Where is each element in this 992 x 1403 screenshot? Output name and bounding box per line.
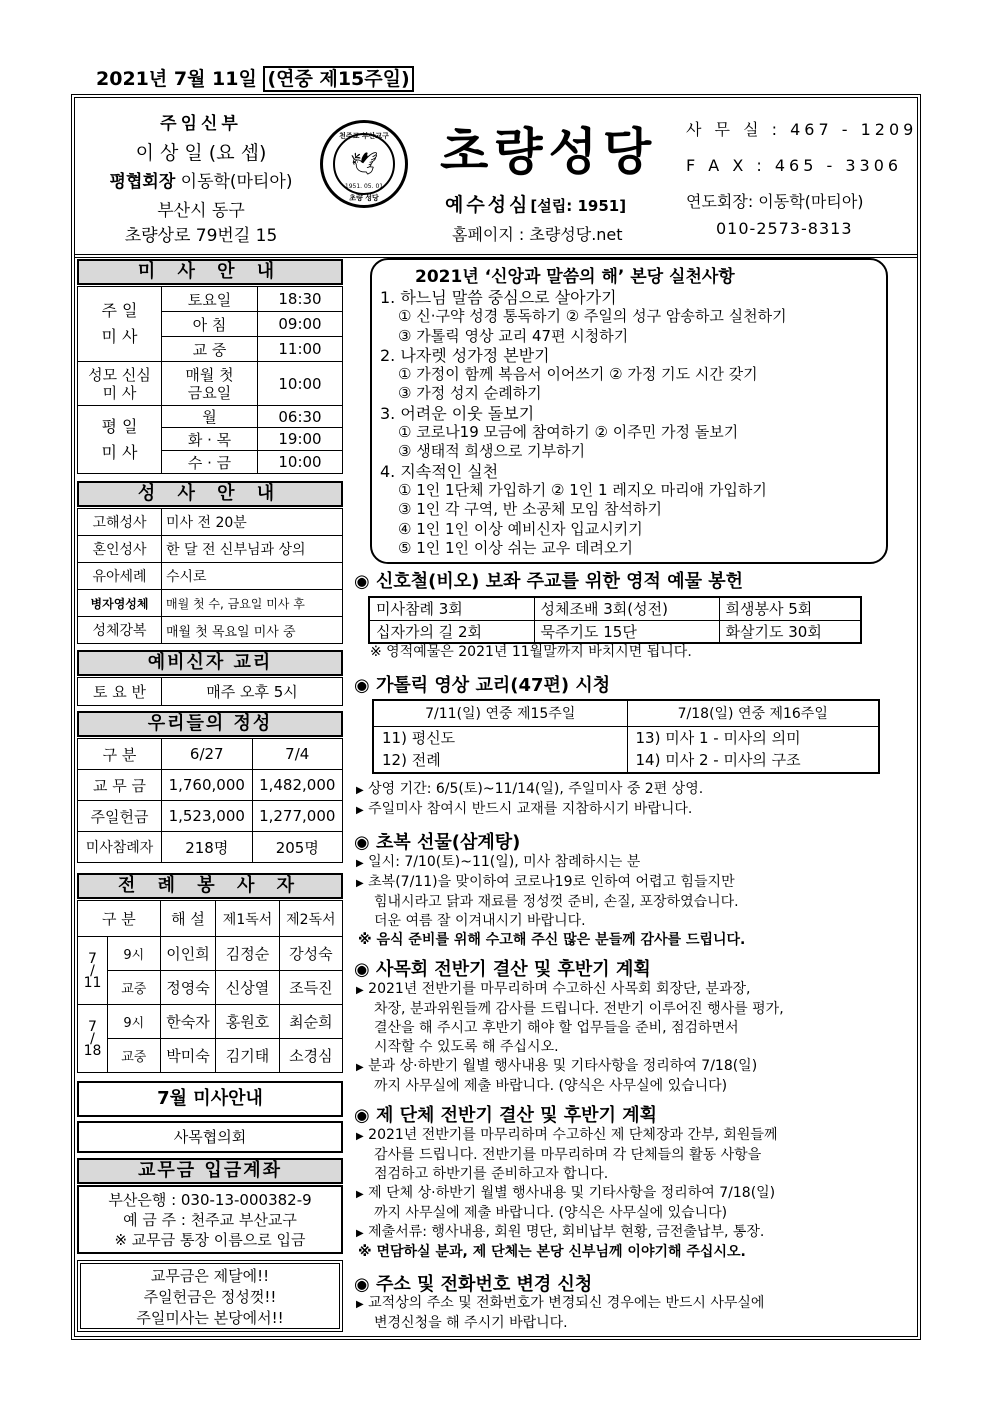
bishop-note: ※ 영적예물은 2021년 11월말까지 바치시면 됩니다. (370, 644, 692, 660)
goal-sub: ① 1인 1단체 가입하기 ② 1인 1 레지오 마리애 가입하기 (398, 480, 767, 499)
video-table (372, 699, 880, 774)
server-name: 김정순 (216, 937, 279, 971)
server-slot: 9시 (108, 1005, 161, 1039)
address-change-bullet-cont: 변경신청을 해 주시기 바랍니다. (374, 1315, 568, 1331)
issue-week: (연중 제15주일) (263, 66, 413, 92)
server-name: 신상열 (216, 971, 279, 1005)
offering-item: 미사참례 3회 (369, 597, 534, 620)
offering-value: 1,277,000 (252, 801, 343, 832)
video-week-1 (373, 726, 627, 773)
district-phone: 010-2573-8313 (716, 219, 853, 238)
pastor-name: 이 상 일 (요 셉) (135, 142, 267, 164)
mass-title: 미 사 안 내 (77, 259, 343, 285)
server-name: 홍원호 (216, 1005, 279, 1039)
july-mass-value: 사목협의회 (77, 1121, 343, 1153)
server-header: 구 분 (78, 901, 161, 937)
bishop-title: ◉ 신호철(비오) 보좌 주교를 위한 영적 예물 봉헌 (354, 571, 744, 592)
offering-value: 1,482,000 (252, 770, 343, 801)
pastoral-body: ▶ 2021년 전반기를 마무리하며 수고하신 사목회 회장단, 분과장, 차장, 분과위원들께 감사를 드립니다. 전반기 이루어진 행사를 평가, 결산을 해 주시고 후반기 해야 할 업무들을 준비, 점검하면서 시작할 수 있도록 해 주십시오. ▶ 분과 상·하반기 월별 행사내용 및 기타사항을 정리하여 7/18(일) 까지 사무실에 제출 바랍니다. (양식은 사무실에 있습니다) (356, 980, 901, 1096)
sacraments-title: 성 사 안 내 (77, 481, 343, 507)
goal-sub: ① 코로나19 모금에 참여하기 ② 이주민 가정 돌보기 (398, 423, 739, 442)
goal-sub: ③ 가정 성지 순례하기 (398, 384, 542, 403)
server-header: 제2독서 (279, 901, 342, 937)
church-name: 초량성당 (440, 122, 658, 181)
seal-bottom-text: 초량 성당 (349, 194, 379, 202)
server-header: 해 설 (160, 901, 216, 937)
catechumen-title: 예비신자 교리 (77, 650, 343, 676)
offering-item: 희생봉사 5회 (719, 597, 861, 620)
council-label: 평협회장 (109, 172, 176, 192)
bishop-offering-grid (368, 596, 862, 644)
offering-header: 구 분 (78, 739, 162, 770)
gift-bullet: 초복(7/11)을 맞이하여 코로나19로 인하여 어렵고 힘들지만 (368, 874, 735, 890)
catechumen-label: 토 요 반 (78, 678, 162, 706)
groups-bullet: 2021년 전반기를 마무리하며 수고하신 제 단체장과 간부, 회원들께 (368, 1127, 778, 1143)
slogan-line: 주일미사는 본당에서!! (136, 1309, 284, 1327)
pastoral-bullet-cont: 결산을 해 주시고 후반기 해야 할 업무들을 준비, 점검하면서 (374, 1020, 739, 1036)
pastoral-bullet-cont: 차장, 분과위원들께 감사를 드립니다. 전반기 이루어진 행사를 평가, (374, 1001, 784, 1017)
sacrament-name: 유아세례 (78, 563, 162, 590)
goal-sub: ③ 1인 각 구역, 반 소공체 모임 참석하기 (398, 500, 662, 519)
pastoral-title: ◉ 사목회 전반기 결산 및 후반기 계획 (354, 959, 651, 980)
dove-icon: 🕊 (333, 133, 395, 195)
video-item: 13) 미사 1 - 미사의 의미 (635, 729, 801, 748)
offerings-table (77, 738, 343, 863)
address-change-body: ▶ 교적상의 주소 및 전화번호가 변경되신 경우에는 반드시 사무실에 변경신청을 해 주시기 바랍니다. (356, 1294, 901, 1333)
server-name: 정영숙 (160, 971, 216, 1005)
servers-table (77, 900, 343, 1073)
gift-body: ▶ 일시: 7/10(토)~11(일), 미사 참례하시는 분 ▶ 초복(7/11)을 맞이하여 코로나19로 인하여 어렵고 힘들지만 힘내시라고 닭과 재료를 정성껏 준비, 손질, 포장하였습니다. 더운 여름 잘 이겨내시기 바랍니다. ※ 음식 준비를 위해 수고해 주신 많은 분들께 감사를 드립니다. (356, 853, 896, 950)
homepage-link[interactable]: 홈페이지 : 초량성당.net (452, 225, 623, 244)
pastoral-bullet: 2021년 전반기를 마무리하며 수고하신 사목회 회장단, 분과장, (368, 981, 751, 997)
server-name: 이인희 (160, 937, 216, 971)
issue-date: 2021년 7월 11일 (연중 제15주일) (96, 64, 414, 91)
mass-day: 월 (162, 406, 258, 428)
mass-time: 10:00 (258, 451, 343, 474)
sacrament-info: 한 달 전 신부님과 상의 (162, 536, 343, 563)
church-subtitle: 예수성심[설립: 1951] (445, 194, 627, 216)
gift-title: ◉ 초복 선물(삼계탕) (354, 832, 521, 853)
video-item: 11) 평신도 (382, 729, 456, 748)
account-title: 교무금 입금계좌 (77, 1158, 343, 1184)
server-slot: 교중 (108, 1039, 161, 1073)
server-name: 강성숙 (279, 937, 342, 971)
slogan-line: 주일헌금은 정성껏!! (143, 1288, 277, 1306)
mass-time: 09:00 (258, 312, 343, 337)
mass-time: 06:30 (258, 406, 343, 428)
pastoral-bullet: 분과 상·하반기 월별 행사내용 및 기타사항을 정리하여 7/18(일) (368, 1058, 758, 1074)
address-2: 초량상로 79번길 15 (124, 226, 278, 246)
groups-body: ▶ 2021년 전반기를 마무리하며 수고하신 제 단체장과 간부, 회원들께 감사를 드립니다. 전반기를 마무리하며 각 단체들의 활동 사항을 점검하고 하반기를 준비하고자 합니다. ▶ 제 단체 상·하반기 월별 행사내용 및 기타사항을 정리하여 7/18(일) 까지 사무실에 제출 바랍니다. (양식은 사무실에 있습니다) ▶ 제출서류: 행사내용, 회원 명단, 회비납부 현황, 금전출납부, 통장. ※ 면담하실 분과, 제 단체는 본당 신부님께 이야기해 주십시오. (356, 1126, 901, 1262)
server-name: 최순희 (279, 1005, 342, 1039)
offering-value: 1,760,000 (162, 770, 253, 801)
header-right (686, 112, 917, 238)
goal-head: 3. 어려운 이웃 돌보기 (380, 403, 535, 423)
sacrament-info: 매월 첫 수, 금요일 미사 후 (162, 590, 343, 617)
video-bullet: 상영 기간: 6/5(토)~11/14(일), 주일미사 중 2편 상영. (368, 781, 704, 797)
goals-title: 2021년 ‘신앙과 말씀의 해’ 본당 실천사항 (415, 267, 735, 287)
goal-sub: ③ 생태적 희생으로 기부하기 (398, 442, 586, 461)
sacrament-info: 미사 전 20분 (162, 509, 343, 536)
server-slot: 9시 (108, 937, 161, 971)
council-row (86, 168, 316, 197)
account-info (77, 1185, 343, 1254)
mass-day: 매월 첫 금요일 (162, 362, 258, 406)
video-header: 7/11(일) 연중 제15주일 (373, 700, 627, 726)
office-phone: 사 무 실 : 467 - 1209 (686, 120, 918, 139)
offering-label: 주일헌금 (78, 801, 162, 832)
pastoral-bullet-cont: 까지 사무실에 제출 바랍니다. (양식은 사무실에 있습니다) (374, 1078, 728, 1094)
catechumen-table (77, 677, 343, 706)
groups-bullet-cont: 까지 사무실에 제출 바랍니다. (양식은 사무실에 있습니다) (374, 1205, 728, 1221)
pastor-title: 주임신부 (160, 114, 242, 134)
gift-bullet-cont: 더운 여름 잘 이겨내시기 바랍니다. (374, 913, 586, 929)
account-bank: 부산은행 : 030-13-000382-9 (108, 1191, 312, 1209)
mass-time: 18:30 (258, 287, 343, 312)
slogan-box (77, 1260, 343, 1332)
mass-time: 10:00 (258, 362, 343, 406)
video-bullet: 주일미사 참여시 반드시 교재를 지참하시기 바랍니다. (368, 801, 693, 817)
server-date: 7 / 18 (78, 1005, 108, 1073)
july-mass-title: 7월 미사안내 (77, 1081, 343, 1117)
groups-title: ◉ 제 단체 전반기 결산 및 후반기 계획 (354, 1105, 658, 1126)
goal-sub: ③ 가톨릭 영상 교리 47편 시청하기 (398, 326, 629, 345)
founded-year: [설립: 1951] (530, 197, 627, 215)
offering-value: 1,523,000 (162, 801, 253, 832)
header-left (86, 110, 316, 246)
sacraments-table (77, 508, 343, 644)
pastoral-bullet-cont: 시작할 수 있도록 해 주십시오. (374, 1039, 559, 1055)
sunday-mass-label: 주 일 미 사 (78, 287, 162, 362)
mass-day: 교 중 (162, 337, 258, 362)
offering-item: 묵주기도 15단 (534, 620, 719, 643)
mass-day: 토요일 (162, 287, 258, 312)
offering-item: 화살기도 30회 (719, 620, 861, 643)
fax-number: F A X : 465 - 3306 (686, 156, 903, 175)
server-name: 박미숙 (160, 1039, 216, 1073)
goal-sub: ⑤ 1인 1인 이상 쉬는 교우 데려오기 (398, 538, 634, 557)
offering-value: 205명 (252, 832, 343, 863)
servers-title: 전 례 봉 사 자 (77, 873, 343, 899)
gift-note: ※ 음식 준비를 위해 수고해 주신 많은 분들께 감사를 드립니다. (358, 932, 746, 948)
offering-header: 6/27 (162, 739, 253, 770)
district-head: 연도회장: 이동학(마티아) (686, 192, 864, 211)
account-note: ※ 교무금 통장 이름으로 입금 (114, 1231, 306, 1249)
gift-bullet-cont: 힘내시라고 닭과 재료를 정성껏 준비, 손질, 포장하였습니다. (374, 894, 739, 910)
offering-item: 십자가의 길 2회 (369, 620, 534, 643)
groups-bullet-cont: 점검하고 하반기를 준비하고자 합니다. (374, 1166, 609, 1182)
mass-day: 수 · 금 (162, 451, 258, 474)
server-slot: 교중 (108, 971, 161, 1005)
sacrament-name: 고해성사 (78, 509, 162, 536)
sacrament-info: 매월 첫 목요일 미사 중 (162, 617, 343, 644)
goal-sub: ① 신·구약 성경 통독하기 ② 주일의 성구 암송하고 실천하기 (398, 307, 787, 326)
groups-note: ※ 면담하실 분과, 제 단체는 본당 신부님께 이야기해 주십시오. (358, 1244, 746, 1260)
server-date: 7 / 11 (78, 937, 108, 1005)
groups-bullet-cont: 감사를 드립니다. 전반기를 마무리하며 각 단체들의 활동 사항을 (374, 1147, 762, 1163)
sacrament-info: 수시로 (162, 563, 343, 590)
sacrament-name: 성체강복 (78, 617, 162, 644)
offering-item: 성체조배 3회(성전) (534, 597, 719, 620)
offering-label: 교 무 금 (78, 770, 162, 801)
server-header: 제1독서 (216, 901, 279, 937)
video-item: 14) 미사 2 - 미사의 구조 (635, 751, 801, 770)
server-name: 조득진 (279, 971, 342, 1005)
goal-sub: ① 가정이 함께 복음서 이어쓰기 ② 가정 기도 시간 갖기 (398, 365, 758, 384)
video-week-2 (627, 726, 879, 773)
goals-list (380, 288, 885, 558)
catechumen-time: 매주 오후 5시 (162, 678, 343, 706)
parish-seal-logo (320, 120, 408, 208)
goal-sub: ④ 1인 1인 이상 예비신자 입교시키기 (398, 519, 643, 538)
goal-head: 1. 하느님 말씀 중심으로 살아가기 (380, 288, 617, 307)
offering-header: 7/4 (252, 739, 343, 770)
weekday-mass-label: 평 일 미 사 (78, 406, 162, 474)
server-name: 김기태 (216, 1039, 279, 1073)
sacrament-name: 혼인성사 (78, 536, 162, 563)
sacrament-name: 병자영성체 (78, 590, 162, 617)
mass-day: 화 · 목 (162, 428, 258, 451)
goal-head: 2. 나자렛 성가정 본받기 (380, 345, 550, 365)
offering-value: 218명 (162, 832, 253, 863)
sacred-heart-mass-label: 성모 신심 미 사 (78, 362, 162, 406)
seal-date: 1951. 05. 01 (344, 183, 384, 190)
groups-bullet: 제출서류: 행사내용, 회원 명단, 회비납부 현황, 금전출납부, 통장. (368, 1224, 765, 1240)
account-holder: 예 금 주 : 천주교 부산교구 (123, 1211, 297, 1229)
mass-day: 아 침 (162, 312, 258, 337)
offerings-title: 우리들의 정성 (77, 711, 343, 737)
server-name: 소경심 (279, 1039, 342, 1073)
seal-top-text: 천주교 부산교구 (339, 132, 389, 140)
address-1: 부산시 동구 (157, 201, 245, 221)
goal-head: 4. 지속적인 실천 (380, 461, 499, 481)
mass-time: 11:00 (258, 337, 343, 362)
mass-table (77, 286, 343, 474)
address-change-title: ◉ 주소 및 전화번호 변경 신청 (354, 1274, 593, 1295)
video-notes: ▶ 상영 기간: 6/5(토)~11/14(일), 주일미사 중 2편 상영. ▶ 주일미사 참여시 반드시 교재를 지참하시기 바랍니다. (356, 781, 704, 817)
server-name: 한숙자 (160, 1005, 216, 1039)
council-name: 이동학(마티아) (180, 172, 293, 192)
gift-bullet: 일시: 7/10(토)~11(일), 미사 참례하시는 분 (368, 854, 641, 870)
video-item: 12) 전례 (382, 751, 441, 770)
offering-label: 미사참례자 (78, 832, 162, 863)
address-change-bullet: 교적상의 주소 및 전화번호가 변경되신 경우에는 반드시 사무실에 (368, 1295, 765, 1311)
slogan-line: 교무금은 제달에!! (150, 1267, 270, 1285)
mass-time: 19:00 (258, 428, 343, 451)
video-title: ◉ 가톨릭 영상 교리(47편) 시청 (354, 675, 611, 696)
groups-bullet: 제 단체 상·하반기 월별 행사내용 및 기타사항을 정리하여 7/18(일) (368, 1185, 776, 1201)
video-header: 7/18(일) 연중 제16주일 (627, 700, 879, 726)
